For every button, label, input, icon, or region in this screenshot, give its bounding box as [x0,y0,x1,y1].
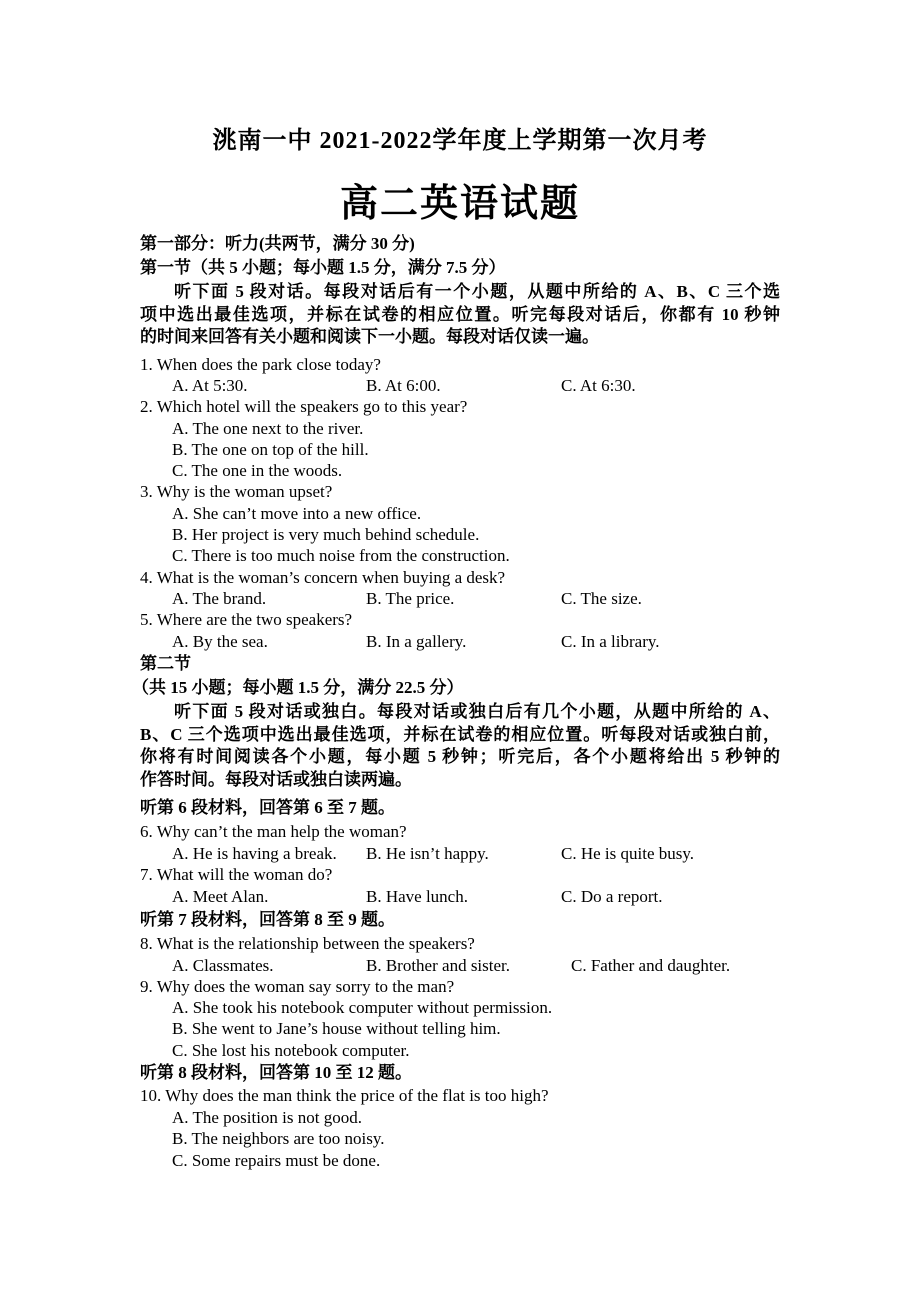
option-c: C. In a library. [561,632,660,651]
option-a: A. He is having a break. [172,844,337,863]
question-stem: 7. What will the woman do? [140,865,333,884]
question-stem: 6. Why can’t the man help the woman? [140,822,407,841]
question-stem: 10. Why does the man think the price of the flat is too high? [140,1086,549,1105]
option-c: C. Some repairs must be done. [172,1151,381,1170]
option-b: B. The price. [366,589,455,608]
section1-instructions [140,281,780,349]
option-a: A. The position is not good. [172,1108,362,1127]
section2-instructions [140,701,780,792]
instruction-line: 作答时间。每段对话或独白读两遍。 [140,770,412,790]
option-b: B. At 6:00. [366,376,441,395]
material-heading: 听第 8 段材料，回答第 10 至 12 题。 [140,1063,412,1082]
option-c: C. The size. [561,589,642,608]
option-b: B. In a gallery. [366,632,467,651]
option-a: A. At 5:30. [172,376,248,395]
option-b: B. Her project is very much behind schedule. [172,525,480,544]
question-stem: 9. Why does the woman say sorry to the man? [140,977,455,996]
option-b: B. Have lunch. [366,887,468,906]
section1-heading: 第一节（共 5 小题；每小题 1.5 分，满分 7.5 分） [140,258,506,277]
option-c: C. He is quite busy. [561,844,695,863]
question-stem: 3. Why is the woman upset? [140,482,333,501]
instruction-line: 项中选出最佳选项，并标在试卷的相应位置。听完每段对话后，你都有 10 秒钟 [140,304,780,324]
instruction-line: 听下面 5 段对话。每段对话后有一个小题，从题中所给的 A、B、C 三个选 [174,282,780,301]
school-exam-line: 洮南一中 2021-2022学年度上学期第一次月考 [212,128,708,154]
option-b: B. The one on top of the hill. [172,440,369,459]
option-c: C. There is too much noise from the construction. [172,546,510,565]
option-a: A. The one next to the river. [172,419,364,438]
instruction-line: 你将有时间阅读各个小题，每小题 5 秒钟；听完后，各个小题将给出 5 秒钟的 [140,747,780,767]
option-c: C. Do a report. [561,887,663,906]
option-a: A. Meet Alan. [172,887,269,906]
instruction-line: 听下面 5 段对话或独白。每段对话或独白后有几个小题，从题中所给的 A、 [174,702,780,721]
material-heading: 听第 7 段材料，回答第 8 至 9 题。 [140,910,395,929]
option-b: B. She went to Jane’s house without telling him. [172,1019,501,1038]
option-c: C. She lost his notebook computer. [172,1041,410,1060]
question-stem: 1. When does the park close today? [140,355,381,374]
option-a: A. She took his notebook computer without permission. [172,998,553,1017]
page-title: 高二英语试题 [339,183,580,225]
option-a: A. Classmates. [172,956,274,975]
question-stem: 8. What is the relationship between the speakers? [140,934,475,953]
section2-subheading: （共 15 小题；每小题 1.5 分，满分 22.5 分） [132,678,464,697]
option-b: B. He isn’t happy. [366,844,489,863]
option-c: C. Father and daughter. [571,956,731,975]
instruction-line: B、C 三个选项中选出最佳选项，并标在试卷的相应位置。听每段对话或独白前， [140,724,780,744]
option-b: B. Brother and sister. [366,956,511,975]
instruction-line: 的时间来回答有关小题和阅读下一小题。每段对话仅读一遍。 [140,327,599,347]
option-a: A. By the sea. [172,632,268,651]
option-a: A. She can’t move into a new office. [172,504,422,523]
option-c: C. The one in the woods. [172,461,343,480]
option-a: A. The brand. [172,589,267,608]
option-c: C. At 6:30. [561,376,636,395]
part1-heading: 第一部分：听力(共两节，满分 30 分) [140,234,415,253]
question-stem: 4. What is the woman’s concern when buying a desk? [140,568,506,587]
option-b: B. The neighbors are too noisy. [172,1129,385,1148]
material-heading: 听第 6 段材料，回答第 6 至 7 题。 [140,798,395,817]
question-stem: 2. Which hotel will the speakers go to this year? [140,397,468,416]
section2-heading: 第二节 [140,654,191,673]
question-stem: 5. Where are the two speakers? [140,610,353,629]
